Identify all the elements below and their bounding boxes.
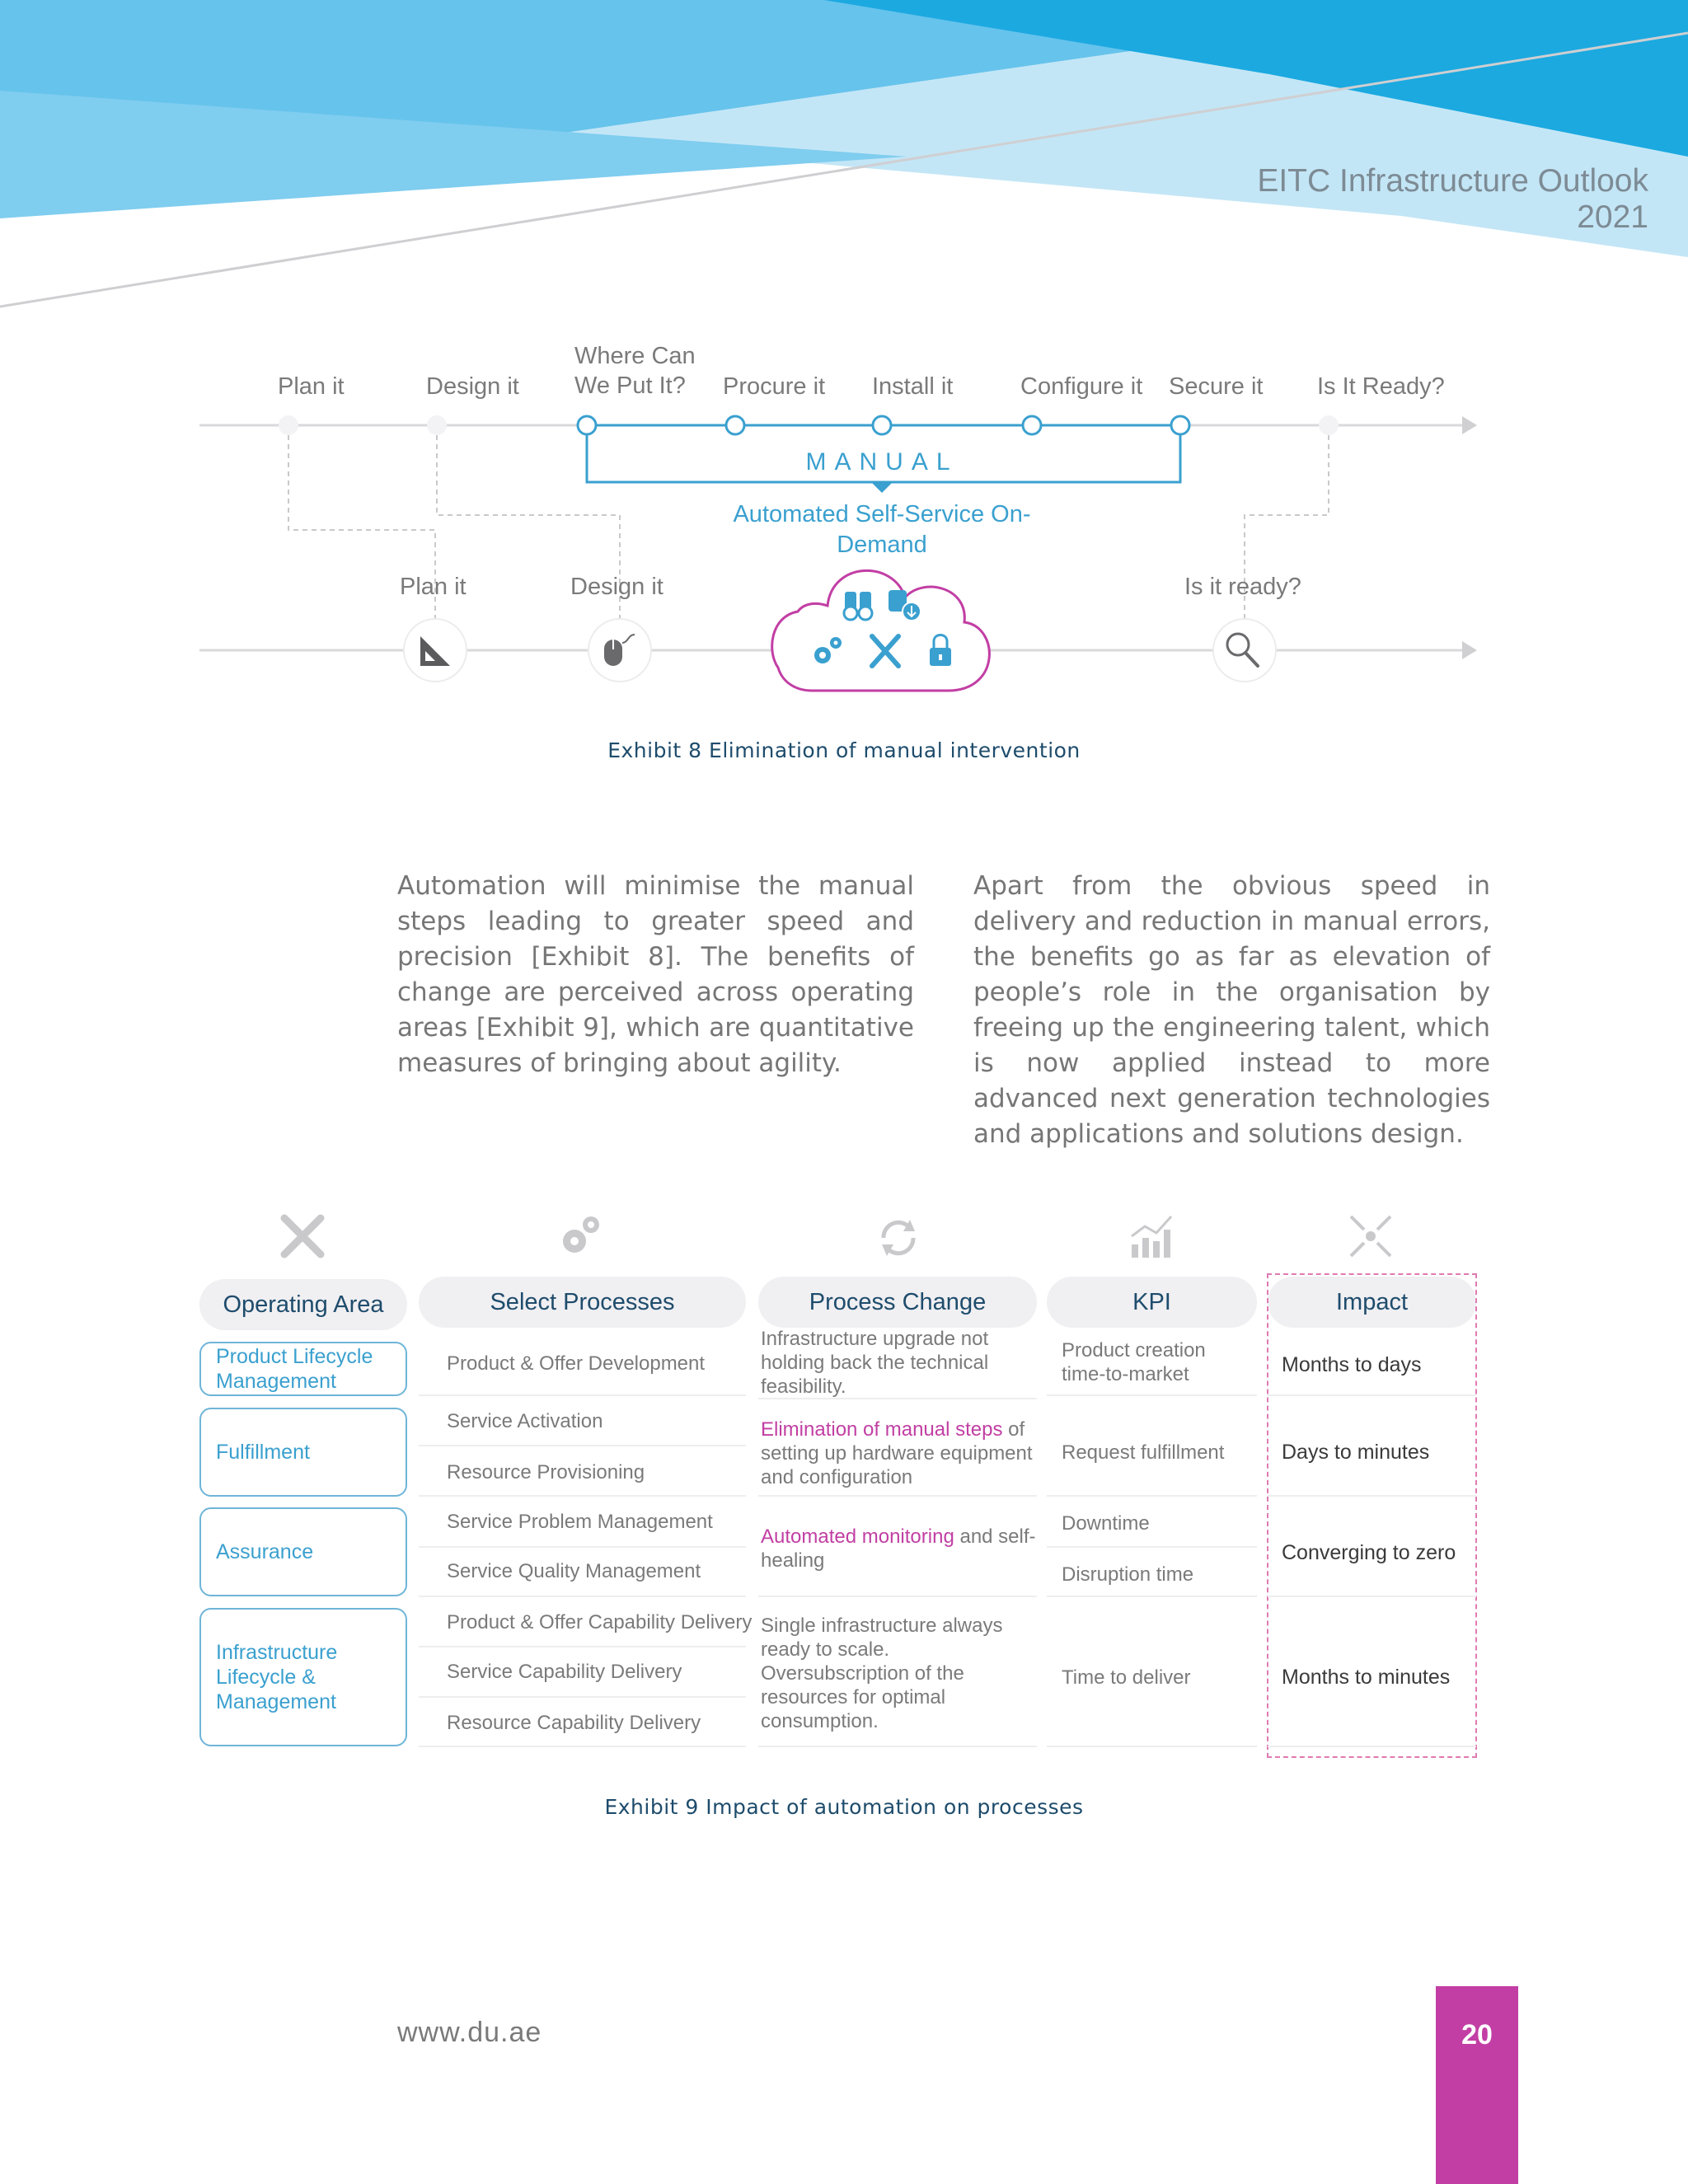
change-cell — [761, 1327, 1041, 1398]
manual-pointer — [872, 483, 892, 493]
impact-cell: Days to minutes — [1282, 1440, 1430, 1464]
stage-plan-bottom: Plan it — [400, 574, 467, 600]
cloud-shape — [772, 570, 990, 691]
process-cell: Service Capability Delivery — [447, 1660, 682, 1683]
area-label: Product Lifecycle Management — [216, 1345, 373, 1393]
exhibit9-caption: Exhibit 9 Impact of automation on processes — [604, 1795, 1084, 1819]
stage-design-top: Design it — [426, 373, 519, 400]
document-title-line2: 2021 — [1577, 199, 1648, 235]
stage-plan-top: Plan it — [278, 373, 345, 400]
footer-url[interactable]: www.du.ae — [397, 2017, 542, 2048]
stage-is-it-ready-top: Is It Ready? — [1317, 373, 1445, 400]
converge-icon — [1346, 1212, 1395, 1272]
kpi-cell: Disruption time — [1062, 1563, 1194, 1586]
stage-procure: Procure it — [723, 373, 826, 400]
area-label: Assurance — [216, 1540, 314, 1563]
area-assurance — [199, 1507, 407, 1596]
impact-cell: Months to minutes — [1282, 1665, 1451, 1689]
bottom-node-ready — [1213, 619, 1276, 682]
header-impact: Impact — [1268, 1277, 1476, 1328]
process-cell: Resource Capability Delivery — [447, 1711, 701, 1734]
change-cell — [761, 1525, 1041, 1582]
body-left-column — [397, 869, 914, 1081]
header-operating-area: Operating Area — [199, 1279, 407, 1330]
process-cell: Product & Offer Capability Delivery — [447, 1610, 753, 1633]
area-product-lifecycle — [199, 1342, 407, 1396]
process-cell: Product & Offer Development — [447, 1352, 706, 1375]
top-node-install — [873, 416, 891, 434]
tools-icon — [278, 1212, 327, 1272]
top-node-plan — [279, 415, 298, 435]
stage-design-bottom: Design it — [570, 574, 663, 600]
top-node-where — [578, 416, 596, 434]
area-label: Infrastructure Lifecycle & Management — [216, 1641, 338, 1713]
process-cell: Service Activation — [447, 1409, 603, 1432]
body-left-paragraph: Automation will minimise the manual steps leading to greater speed and precision [Exhibit 8]. The benefits of change are perceived across operating areas [Exhibit 9], which are quantitative measures of bringing about agility. — [397, 871, 914, 1078]
body-right-column — [973, 869, 1490, 1152]
process-cell: Service Problem Management — [447, 1510, 713, 1533]
page-number: 20 — [1461, 2019, 1493, 2050]
area-label: Fulfillment — [216, 1441, 310, 1464]
stage-where: Where Can We Put It? — [574, 343, 696, 399]
page-number-tab — [1436, 1986, 1518, 2184]
top-node-secure — [1171, 416, 1189, 434]
change-cell — [761, 1614, 1041, 1742]
top-node-configure — [1023, 416, 1041, 434]
exhibit8-diagram — [0, 0, 1688, 725]
header-kpi: KPI — [1047, 1277, 1257, 1328]
kpi-cell: Downtime — [1062, 1511, 1150, 1535]
bottom-node-plan — [404, 619, 467, 682]
stage-install: Install it — [872, 373, 954, 400]
stage-secure: Secure it — [1169, 373, 1264, 400]
top-node-procure — [726, 416, 744, 434]
change-text: and self-healing — [761, 1526, 1036, 1572]
header-process-change: Process Change — [758, 1277, 1037, 1328]
kpi-cell: Product creation time-to-market — [1062, 1339, 1206, 1385]
change-text: Infrastructure upgrade not holding back the technical feasibility. — [761, 1327, 989, 1398]
manual-label: MANUAL — [805, 448, 959, 476]
stage-configure: Configure it — [1020, 373, 1143, 400]
stage-is-it-ready-bottom: Is it ready? — [1184, 574, 1301, 600]
top-node-ready — [1319, 415, 1339, 435]
header-select-processes: Select Processes — [419, 1277, 746, 1328]
change-cell — [761, 1413, 1041, 1498]
refresh-icon — [874, 1213, 923, 1273]
change-highlight: Automated monitoring — [761, 1526, 954, 1548]
area-fulfillment — [199, 1408, 407, 1497]
body-right-paragraph: Apart from the obvious speed in delivery and reduction in manual errors, the benefits go as far as elevation of people’s role in the organisation by freeing up the engineering talent, which is now applied instead to more advanced next generation technologies and applications and solutions design. — [973, 871, 1490, 1149]
process-cell: Service Quality Management — [447, 1559, 701, 1582]
cloud-title: Automated Self-Service On-Demand — [733, 501, 1031, 558]
area-infrastructure-lifecycle — [199, 1608, 407, 1746]
top-node-design — [427, 415, 447, 435]
document-title-line1: EITC Infrastructure Outlook — [1257, 163, 1648, 199]
impact-cell: Months to days — [1282, 1352, 1422, 1376]
growth-chart-icon — [1127, 1212, 1176, 1272]
gears-icon — [556, 1212, 606, 1272]
exhibit8-caption: Exhibit 8 Elimination of manual intervention — [607, 738, 1081, 762]
kpi-cell: Time to deliver — [1062, 1666, 1191, 1689]
impact-cell: Converging to zero — [1282, 1540, 1456, 1564]
kpi-cell: Request fulfillment — [1062, 1441, 1225, 1464]
process-cell: Resource Provisioning — [447, 1460, 645, 1483]
change-text: of setting up hardware equipment and configuration — [761, 1418, 1033, 1488]
change-text: Single infrastructure always ready to scale. Oversubscription of the resources for optimal consumption. — [761, 1615, 1003, 1732]
change-highlight: Elimination of manual steps — [761, 1418, 1003, 1441]
